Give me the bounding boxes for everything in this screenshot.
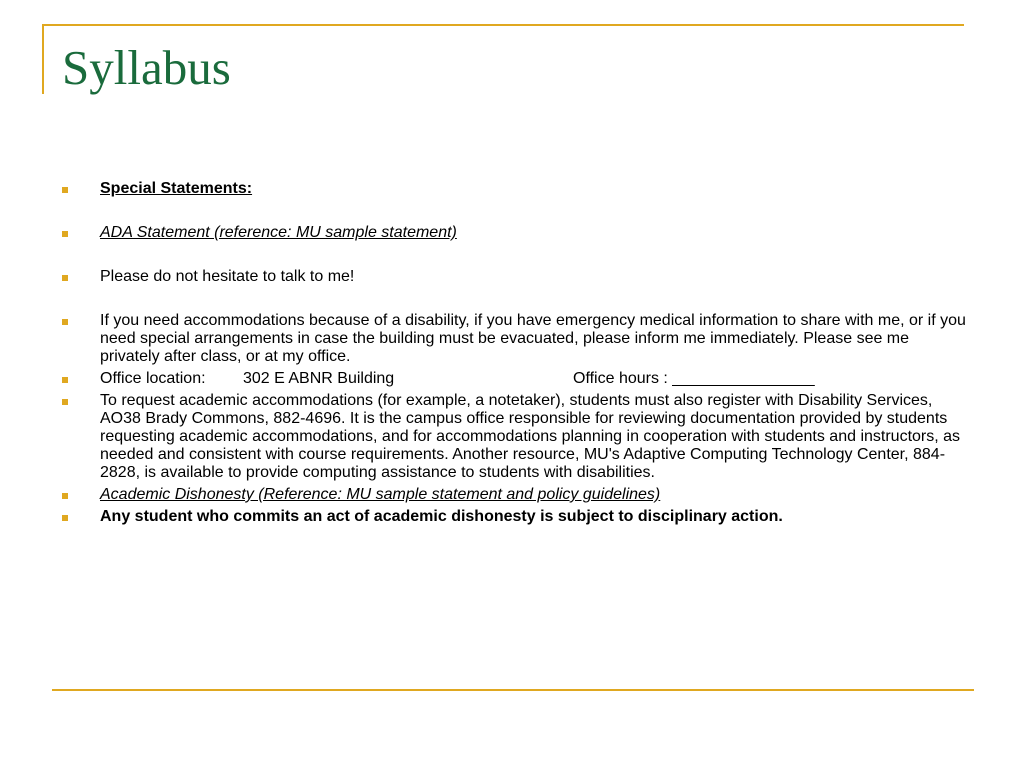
bullet-square-icon [62, 515, 68, 521]
office-hours-text: Office hours : ________________ [573, 370, 815, 387]
office-location-value: 302 E ABNR Building [243, 370, 395, 387]
slide-title: Syllabus [62, 40, 231, 95]
talk-to-me-text: Please do not hesitate to talk to me! [100, 268, 355, 285]
disability-services-text: To request academic accommodations (for example, a notetaker), students must also register with Disability Services, AO38 Brady Commons, 882-4696. It is the campus office responsible for reviewing documentation provided by students requesting academic accommodations, and for accommodations planning in cooperation with students and instructors, as needed and consistent with course requirements. Another resource, MU's Adaptive Computing Technology Center, 884-2828, is available to provide computing assistance to students with disabilities. [100, 392, 961, 481]
bullet-office [60, 370, 970, 388]
bullet-square-icon [62, 319, 68, 325]
bullet-list [60, 180, 970, 526]
bullet-square-icon [62, 187, 68, 193]
top-rule [42, 24, 964, 26]
bullet-academic-dishonesty [60, 486, 970, 504]
bullet-square-icon [62, 275, 68, 281]
bullet-square-icon [62, 377, 68, 383]
bullet-talk-to-me [60, 268, 970, 286]
ada-statement-link[interactable]: ADA Statement (reference: MU sample statement) [100, 224, 457, 241]
accommodations-text: If you need accommodations because of a disability, if you have emergency medical information to share with me, or if you need special arrangements in case the building must be evacuated, please inform me immediately. Please see me privately after class, or at my office. [100, 312, 966, 365]
bullet-special-statements [60, 180, 970, 198]
bullet-disciplinary [60, 508, 970, 526]
office-location-label: Office location: [100, 370, 206, 387]
bullet-ada-statement [60, 224, 970, 242]
left-rule [42, 24, 44, 94]
bullet-square-icon [62, 399, 68, 405]
disciplinary-text: Any student who commits an act of academic dishonesty is subject to disciplinary action. [100, 508, 783, 525]
special-statements-heading: Special Statements: [100, 180, 253, 197]
bottom-rule [52, 689, 974, 691]
bullet-disability-services [60, 392, 970, 482]
bullet-accommodations [60, 312, 970, 366]
bullet-square-icon [62, 231, 68, 237]
bullet-square-icon [62, 493, 68, 499]
academic-dishonesty-link[interactable]: Academic Dishonesty (Reference: MU sample statement and policy guidelines) [100, 486, 661, 503]
